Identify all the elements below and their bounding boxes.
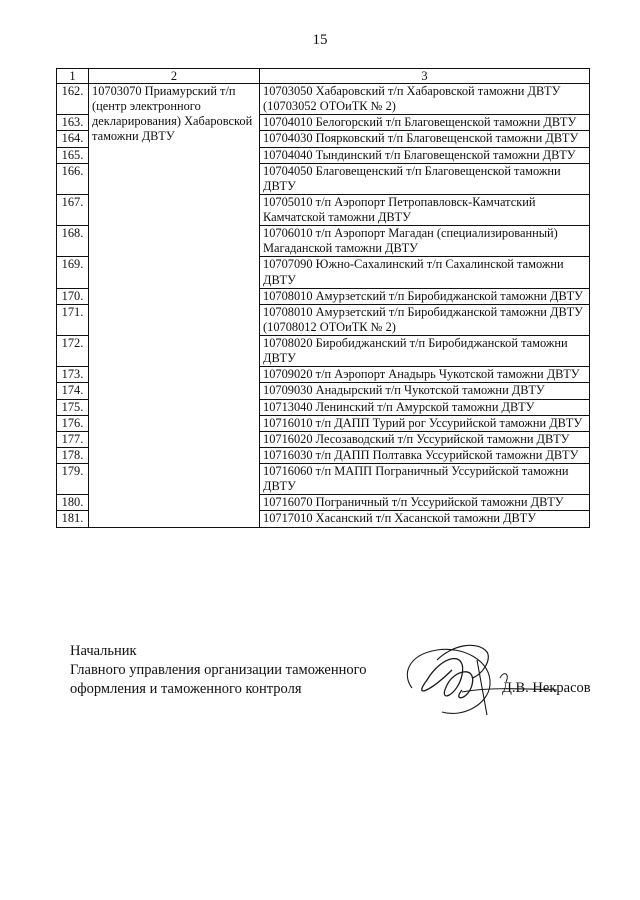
group-post-name: 10703070 Приамурский т/п (центр электронного декларирования) Хабаровской таможни ДВТУ [89,84,260,528]
customs-post-description: 10717010 Хасанский т/п Хасанской таможни ДВТУ [260,511,590,527]
customs-post-description: 10705010 т/п Аэропорт Петропавловск-Камчатский Камчатской таможни ДВТУ [260,194,590,225]
row-number: 166. [57,163,89,194]
signer-name: Д.В. Некрасов [502,680,591,696]
customs-post-description: 10709020 т/п Аэропорт Анадырь Чукотской таможни ДВТУ [260,367,590,383]
customs-post-description: 10716020 Лесозаводский т/п Уссурийской таможни ДВТУ [260,431,590,447]
row-number: 165. [57,147,89,163]
signature-block [70,642,366,699]
row-number: 180. [57,495,89,511]
customs-post-description: 10716010 т/п ДАПП Турий рог Уссурийской таможни ДВТУ [260,415,590,431]
row-number: 168. [57,226,89,257]
row-number: 163. [57,115,89,131]
customs-post-description: 10703050 Хабаровский т/п Хабаровской таможни ДВТУ (10703052 ОТОиТК № 2) [260,84,590,115]
row-number: 176. [57,415,89,431]
row-number: 175. [57,399,89,415]
signer-title-line-2: Главного управления организации таможенного [70,662,367,678]
customs-post-description: 10704030 Поярковский т/п Благовещенской таможни ДВТУ [260,131,590,147]
table-body [57,84,590,528]
customs-posts-table [56,68,590,528]
row-number: 181. [57,511,89,527]
customs-post-description: 10716070 Пограничный т/п Уссурийской таможни ДВТУ [260,495,590,511]
header-col-2: 2 [89,69,260,84]
row-number: 179. [57,464,89,495]
row-number: 169. [57,257,89,288]
row-number: 170. [57,288,89,304]
customs-post-description: 10716060 т/п МАПП Пограничный Уссурийской таможни ДВТУ [260,464,590,495]
row-number: 177. [57,431,89,447]
handwritten-signature [392,630,562,720]
customs-post-description: 10709030 Анадырский т/п Чукотской таможни ДВТУ [260,383,590,399]
row-number: 174. [57,383,89,399]
signer-title-line-1: Начальник [70,643,137,659]
header-col-3: 3 [260,69,590,84]
table-header-row [57,69,590,84]
row-number: 171. [57,304,89,335]
row-number: 178. [57,447,89,463]
table-row [57,84,590,115]
customs-post-description: 10704040 Тындинский т/п Благовещенской таможни ДВТУ [260,147,590,163]
customs-post-description: 10716030 т/п ДАПП Полтавка Уссурийской таможни ДВТУ [260,447,590,463]
page-number: 15 [312,32,328,48]
customs-post-description: 10708020 Биробиджанский т/п Биробиджанской таможни ДВТУ [260,336,590,367]
row-number: 162. [57,84,89,115]
row-number: 164. [57,131,89,147]
customs-post-description: 10708010 Амурзетский т/п Биробиджанской таможни ДВТУ (10708012 ОТОиТК № 2) [260,304,590,335]
customs-post-description: 10706010 т/п Аэропорт Магадан (специализированный) Магаданской таможни ДВТУ [260,226,590,257]
customs-post-description: 10713040 Ленинский т/п Амурской таможни ДВТУ [260,399,590,415]
customs-post-description: 10704050 Благовещенский т/п Благовещенской таможни ДВТУ [260,163,590,194]
row-number: 173. [57,367,89,383]
header-col-1: 1 [57,69,89,84]
customs-post-description: 10707090 Южно-Сахалинский т/п Сахалинской таможни ДВТУ [260,257,590,288]
customs-post-description: 10704010 Белогорский т/п Благовещенской таможни ДВТУ [260,115,590,131]
customs-post-description: 10708010 Амурзетский т/п Биробиджанской таможни ДВТУ [260,288,590,304]
signer-title-line-3: оформления и таможенного контроля [70,681,302,697]
row-number: 172. [57,336,89,367]
row-number: 167. [57,194,89,225]
